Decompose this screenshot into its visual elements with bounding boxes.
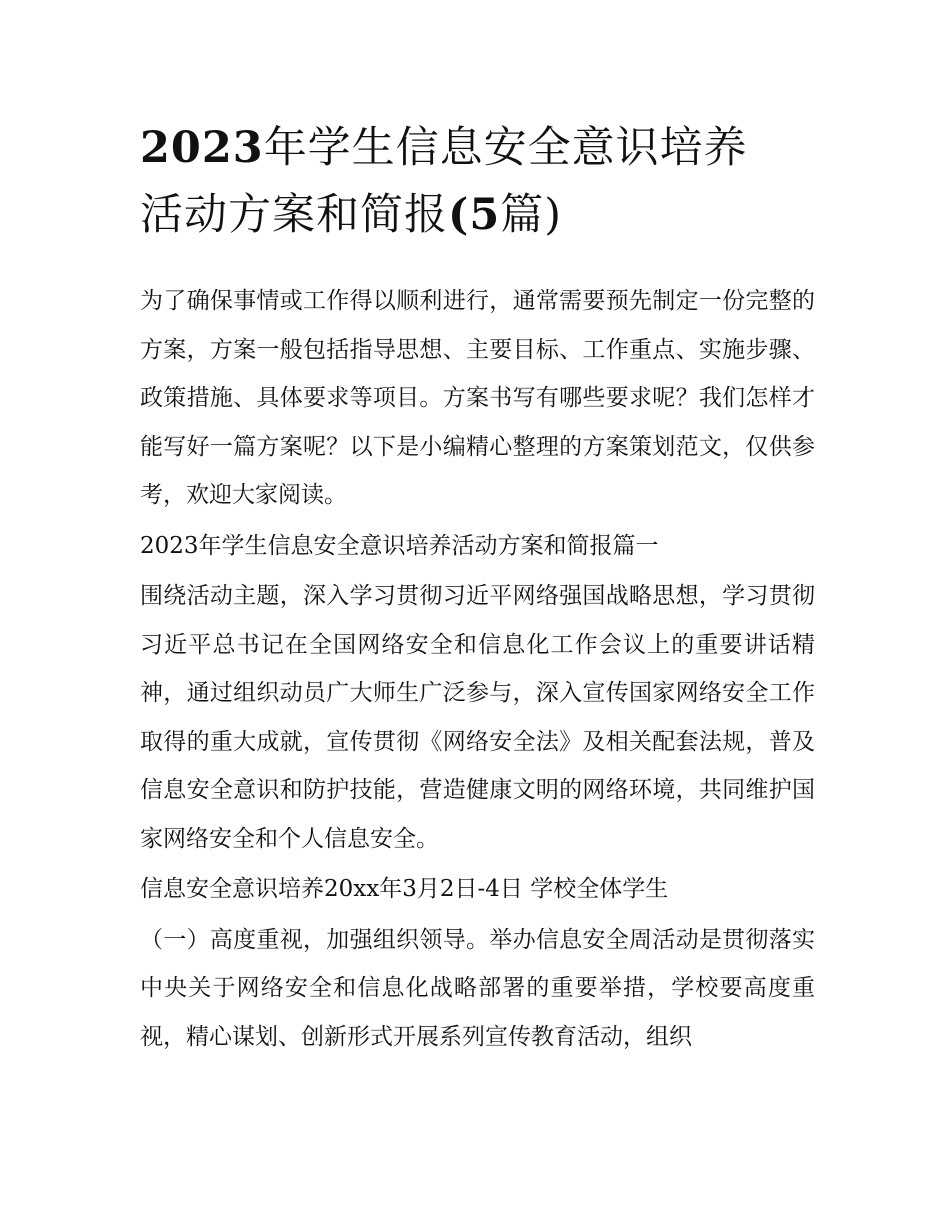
title-line1-text: 年学生信息安全意识培养: [263, 123, 748, 173]
organization-paragraph: （一）高度重视，加强组织领导。举办信息安全周活动是贯彻落实中央关于网络安全和信息化战略部署的重要举措，学校要高度重视，精心谋划、创新形式开展系列宣传教育活动，组织: [140, 926, 815, 1050]
document-title: [140, 115, 815, 249]
title-line2-tail: 篇): [500, 190, 563, 240]
intro-paragraph: 为了确保事情或工作得以顺利进行，通常需要预先制定一份完整的方案，方案一般包括指导思想、主要目标、工作重点、实施步骤、政策措施、具体要求等项目。方案书写有哪些要求呢？我们怎样才能写好一篇方案呢？以下是小编精心整理的方案策划范文，仅供参考，欢迎大家阅读。: [140, 288, 815, 508]
section-heading: 2023年学生信息安全意识培养活动方案和简报篇一: [140, 532, 659, 559]
theme-paragraph: 围绕活动主题，深入学习贯彻习近平网络强国战略思想，学习贯彻习近平总书记在全国网络安全和信息化工作会议上的重要讲话精神，通过组织动员广大师生广泛参与，深入宣传国家网络安全工作取得的重大成就，宣传贯彻《网络安全法》及相关配套法规，普及信息安全意识和防护技能，营造健康文明的网络环境，共同维护国家网络安全和个人信息安全。: [140, 583, 815, 852]
title-count: (5: [448, 190, 501, 240]
title-line2-text: 活动方案和简报: [140, 190, 448, 240]
document-body: [140, 277, 815, 1061]
activity-info-line: 信息安全意识培养20xx年3月2日-4日 学校全体学生: [140, 876, 669, 902]
title-year: 2023: [140, 123, 264, 173]
document-content: [140, 115, 815, 1061]
